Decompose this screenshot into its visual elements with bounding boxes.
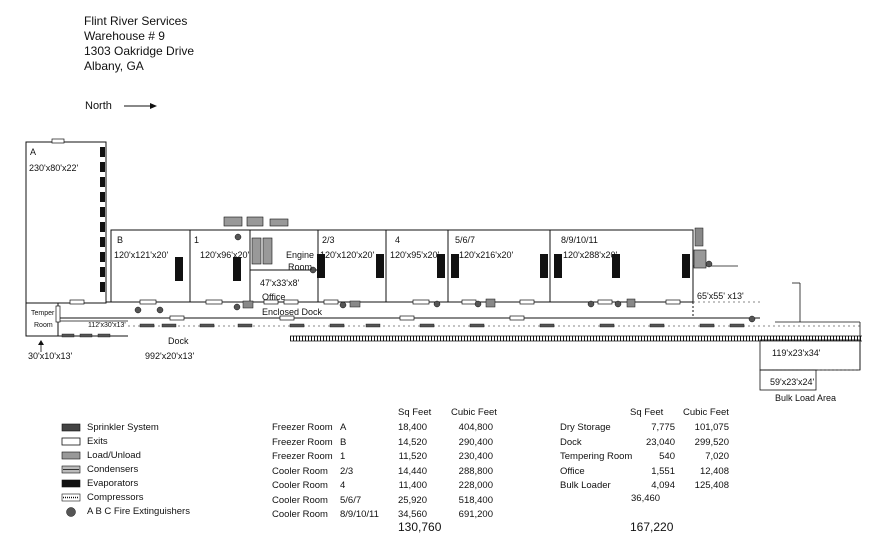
sprinkler-icon — [62, 424, 80, 431]
legend-item: Load/Unload — [87, 450, 141, 461]
table-row — [272, 437, 504, 452]
sqft-value: 14,520 — [397, 436, 427, 448]
cuft-value: 691,200 — [458, 509, 493, 520]
table-row — [272, 451, 504, 466]
room-type: Cooler Room — [272, 494, 328, 506]
room-id: 2/3 — [340, 465, 354, 477]
room-a-dims: 230'x80'x22' — [29, 163, 79, 173]
legend-item: Evaporators — [87, 478, 139, 489]
table-row — [272, 509, 504, 524]
room-b-name: B — [117, 235, 124, 245]
room-type: Freezer Room — [272, 436, 333, 448]
right-total: 167,220 — [630, 520, 674, 534]
north-label: North — [85, 100, 112, 112]
dock-dims: 992'x20'x13' — [145, 351, 195, 361]
room-type: Cooler Room — [272, 465, 328, 477]
bulk-load-area-label: Bulk Load Area — [775, 393, 837, 403]
office-dims: 47'x33'x8' — [260, 278, 300, 288]
temper-room-label-2: Room — [34, 322, 53, 329]
table-row — [272, 480, 504, 495]
room-8-9-10-11-dims: 120'x288'x20' — [563, 250, 618, 260]
cuft-value: 125,408 — [694, 480, 729, 491]
cuft-value: 230,400 — [458, 451, 493, 462]
cuft-value: 299,520 — [694, 436, 729, 448]
evaporators — [100, 147, 690, 292]
sqft-value: 1,551 — [651, 465, 675, 477]
evaporator-icon — [62, 480, 80, 487]
load-unload-icon — [62, 452, 80, 459]
right-table — [560, 422, 732, 495]
left-total: 130,760 — [398, 520, 442, 534]
sqft-value: 23,040 — [645, 436, 675, 448]
legend-item: Exits — [87, 436, 108, 447]
fire-extinguisher-icon — [67, 508, 76, 517]
room-4-dims: 120'x95'x20' — [390, 250, 440, 260]
room-id: 1 — [340, 451, 346, 462]
sqft-value: 14,440 — [397, 465, 427, 477]
table-row — [560, 466, 732, 481]
temper-room-dims: 30'x10'x13' — [28, 351, 73, 361]
legend-swatches — [62, 424, 80, 517]
table-row — [560, 422, 732, 437]
sqft-value: 34,560 — [397, 509, 427, 520]
room-id: 4 — [340, 480, 346, 491]
cuft-value: 518,400 — [458, 494, 493, 506]
bulk-loader-1-dims: 119'x23'x34' — [772, 348, 821, 358]
room-b-dims: 120'x121'x20' — [114, 250, 169, 260]
cuft-value: 288,800 — [458, 465, 493, 477]
enclosed-dock-label: Enclosed Dock — [262, 307, 323, 317]
engine-room-label-2: Room — [288, 262, 313, 272]
street-address: 1303 Oakridge Drive — [84, 44, 195, 58]
room-a-name: A — [30, 147, 37, 157]
city-state: Albany, GA — [84, 59, 144, 73]
sqft-value: 18,400 — [397, 422, 427, 433]
table-row — [272, 466, 504, 481]
room-8-9-10-11-name: 8/9/10/11 — [561, 235, 598, 245]
sqft-value: 25,920 — [397, 494, 427, 506]
corridor-dims: 112'x30'x13' — [88, 322, 126, 329]
right-subtotal: 36,460 — [631, 493, 661, 504]
room-type: Freezer Room — [272, 451, 333, 462]
sqft-value: 11,520 — [398, 451, 427, 462]
dock-name: Dock — [168, 336, 189, 346]
left-col-sqft-header: Sq Feet — [398, 407, 432, 418]
left-col-cuft-header: Cubic Feet — [451, 407, 497, 418]
temper-room-label-1: Temper — [31, 310, 55, 317]
warehouse-name: Warehouse # 9 — [84, 29, 165, 43]
table-row — [560, 437, 732, 452]
exit-icon — [62, 438, 80, 445]
sqft-value: 4,094 — [651, 480, 675, 491]
legend-item: Compressors — [87, 492, 144, 503]
room-4-name: 4 — [395, 235, 401, 245]
legend — [87, 422, 190, 520]
category-label: Office — [560, 465, 585, 477]
office-name: Office — [262, 292, 286, 302]
cuft-value: 290,400 — [458, 436, 493, 448]
cuft-value: 228,000 — [458, 480, 493, 491]
header-address — [84, 14, 194, 74]
legend-item: Sprinkler System — [87, 422, 159, 433]
cuft-value: 404,800 — [458, 422, 493, 433]
north-arrow-icon — [124, 103, 157, 109]
cuft-value: 7,020 — [705, 451, 729, 462]
room-type: Cooler Room — [272, 509, 328, 520]
sqft-value: 11,400 — [398, 480, 427, 491]
room-id: B — [340, 436, 347, 448]
room-2-3-dims: 120'x120'x20' — [320, 250, 375, 260]
room-type: Freezer Room — [272, 422, 333, 433]
right-col-cuft-header: Cubic Feet — [683, 407, 729, 418]
category-label: Dock — [560, 436, 582, 448]
temper-room — [26, 303, 58, 336]
cuft-value: 12,408 — [699, 465, 729, 477]
bulk-loader-2-dims: 59'x23'x24' — [770, 377, 815, 387]
room-5-6-7-name: 5/6/7 — [455, 235, 476, 245]
cuft-value: 101,075 — [694, 422, 729, 433]
category-label: Bulk Loader — [560, 480, 611, 491]
company-name: Flint River Services — [84, 14, 188, 28]
room-2-3-name: 2/3 — [322, 235, 335, 245]
room-id: 5/6/7 — [340, 494, 362, 506]
sqft-value: 7,775 — [651, 422, 675, 433]
engine-room-label-1: Engine — [286, 250, 315, 260]
room-5-6-7-dims: 120'x216'x20' — [459, 250, 514, 260]
sqft-value: 540 — [659, 451, 675, 462]
table-row — [560, 451, 732, 466]
left-table — [272, 422, 504, 524]
rail-track — [290, 336, 862, 341]
room-id: A — [340, 422, 347, 433]
room-id: 8/9/10/11 — [340, 509, 379, 520]
legend-item: A B C Fire Extinguishers — [87, 506, 190, 517]
table-row — [272, 495, 504, 510]
right-col-sqft-header: Sq Feet — [630, 407, 664, 418]
table-row — [272, 422, 504, 437]
room-1-name: 1 — [194, 235, 200, 245]
category-label: Tempering Room — [560, 451, 633, 462]
category-label: Dry Storage — [560, 422, 611, 433]
room-type: Cooler Room — [272, 480, 328, 491]
legend-item: Condensers — [87, 464, 139, 475]
room-1-dims: 120'x96'x20' — [200, 250, 250, 260]
extension-dims: 65'x55' x13' — [697, 291, 744, 301]
